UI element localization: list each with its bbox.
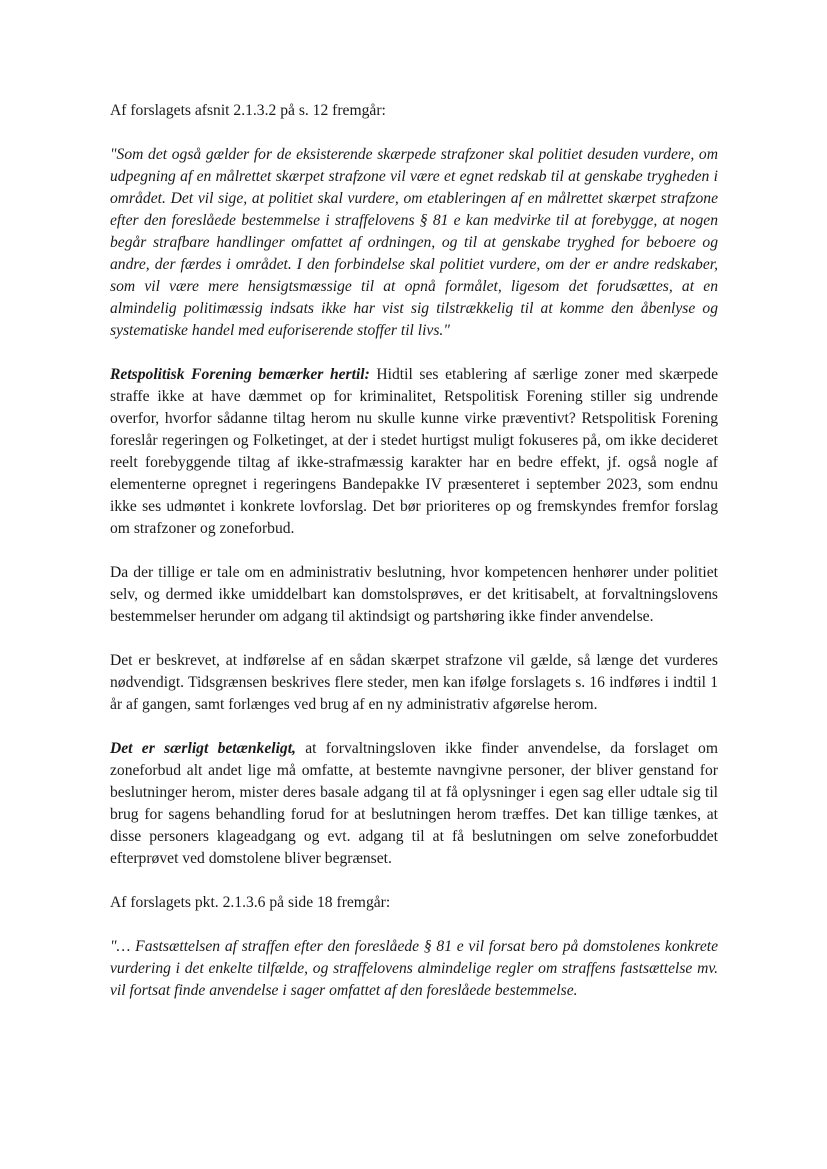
paragraph-body: Hidtil ses etablering af særlige zoner med skærpede straffe ikke at have dæmmet op for kriminalitet, Retspolitisk Forening stiller sig undrende overfor, hvorfor sådanne tiltag herom nu skulle kunne virke præventivt? Retspolitisk Forening foreslår regeringen og Folketinget, at der i stedet hurtigst muligt fokuseres på, om ikke decideret reelt forebyggende tiltag af ikke-strafmæssig karakter har en bedre effekt, jf. også nogle af elementerne opregnet i regeringens Bandepakke IV præsenteret i september 2023, som endnu ikke ses udmøntet i konkrete lovforslag. Det bør prioriteres op og fremskyndes fremfor forslag om strafzoner og zoneforbud. [110, 366, 718, 537]
paragraph-lead: Retspolitisk Forening bemærker hertil: [110, 366, 370, 383]
section-reference-paragraph: Af forslagets pkt. 2.1.3.6 på side 18 fremgår: [110, 894, 391, 911]
paragraph-retspolitisk-remark [110, 364, 718, 540]
intro-paragraph: Af forslagets afsnit 2.1.3.2 på s. 12 fremgår: [110, 102, 386, 119]
paragraph-particularly-concerning [110, 738, 718, 870]
paragraph-body: at forvaltningsloven ikke finder anvendelse, da forslaget om zoneforbud alt andet lige må omfatte, at bestemte navngivne personer, der bliver genstand for beslutninger herom, mister deres basale adgang til at få oplysninger i egen sag eller udtale sig til brug for sagens behandling forud for at beslutningen herom træffes. Det kan tillige tænkes, at disse personers klageadgang og evt. adgang til at få beslutningen om selve zoneforbuddet efterprøvet ved domstolene bliver begrænset. [110, 740, 718, 867]
paragraph-lead: Det er særligt betænkeligt, [110, 740, 296, 757]
quoted-excerpt-2: "… Fastsættelsen af straffen efter den foreslåede § 81 e vil forsat bero på domstolenes konkrete vurdering i det enkelte tilfælde, og straffelovens almindelige regler om straffens fastsættelse mv. vil fortsat finde anvendelse i sager omfattet af den foreslåede bestemmelse. [110, 938, 718, 999]
document-page [110, 100, 718, 1024]
paragraph-administrative-decision: Da der tillige er tale om en administrativ beslutning, hvor kompetencen henhører under politiet selv, og dermed ikke umiddelbart kan domstolsprøves, er det kritisabelt, at forvaltningslovens bestemmelser herunder om adgang til aktindsigt og partshøring ikke finder anvendelse. [110, 564, 718, 625]
quoted-excerpt-1: "Som det også gælder for de eksisterende skærpede strafzoner skal politiet desuden vurdere, om udpegning af en målrettet skærpet strafzone vil være et egnet redskab til at genskabe trygheden i området. Det vil sige, at politiet skal vurdere, om etableringen af en målrettet skærpet strafzone efter den foreslåede bestemmelse i straffelovens § 81 e kan medvirke til at forebygge, at nogen begår strafbare handlinger omfattet af ordningen, og til at genskabe tryghed for beboere og andre, der færdes i området. I den forbindelse skal politiet vurdere, om der er andre redskaber, som vil være mere hensigtsmæssige til at opnå formålet, ligesom det forudsættes, at en almindelig politimæssig indsats ikke har vist sig tilstrækkelig til at komme den åbenlyse og systematiske handel med euforiserende stoffer til livs." [110, 146, 718, 339]
paragraph-time-limit: Det er beskrevet, at indførelse af en sådan skærpet strafzone vil gælde, så længe det vurderes nødvendigt. Tidsgrænsen beskrives flere steder, men kan ifølge forslagets s. 16 indføres i indtil 1 år af gangen, samt forlænges ved brug af en ny administrativ afgørelse herom. [110, 652, 718, 713]
